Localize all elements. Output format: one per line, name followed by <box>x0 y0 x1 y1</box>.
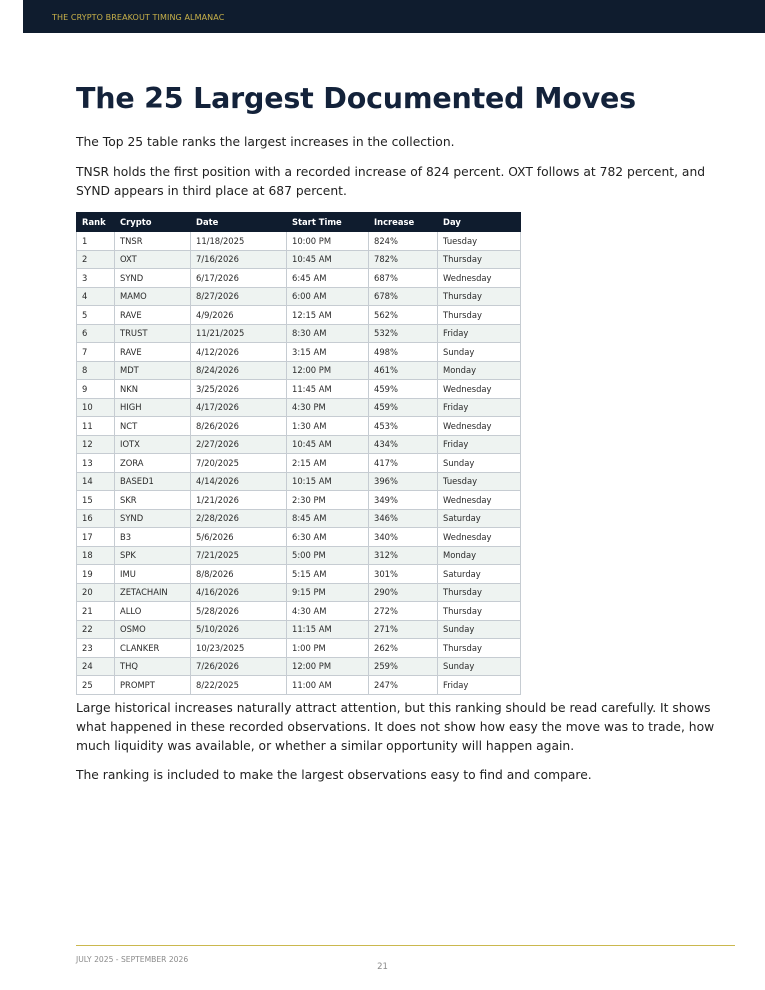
cell-increase: 824% <box>369 232 438 251</box>
intro-paragraph: The Top 25 table ranks the largest increases in the collection. <box>76 135 455 149</box>
footer-divider <box>76 945 735 946</box>
cell-start-time: 5:00 PM <box>287 546 369 565</box>
cell-date: 8/26/2026 <box>191 417 287 436</box>
cell-day: Thursday <box>438 583 521 602</box>
cell-crypto: ZETACHAIN <box>115 583 191 602</box>
cell-rank: 18 <box>77 546 115 565</box>
cell-crypto: TRUST <box>115 324 191 343</box>
cell-date: 8/27/2026 <box>191 287 287 306</box>
cell-day: Friday <box>438 324 521 343</box>
cell-start-time: 6:00 AM <box>287 287 369 306</box>
cell-crypto: RAVE <box>115 306 191 325</box>
cell-start-time: 10:00 PM <box>287 232 369 251</box>
cell-start-time: 1:00 PM <box>287 639 369 658</box>
cell-start-time: 5:15 AM <box>287 565 369 584</box>
cell-crypto: CLANKER <box>115 639 191 658</box>
table-row <box>77 472 521 491</box>
page-title: The 25 Largest Documented Moves <box>76 82 636 115</box>
cell-increase: 498% <box>369 343 438 362</box>
cell-increase: 349% <box>369 491 438 510</box>
cell-increase: 782% <box>369 250 438 269</box>
cell-start-time: 3:15 AM <box>287 343 369 362</box>
table-row <box>77 435 521 454</box>
cell-crypto: NKN <box>115 380 191 399</box>
cell-start-time: 4:30 AM <box>287 602 369 621</box>
cell-crypto: OSMO <box>115 620 191 639</box>
cell-date: 11/18/2025 <box>191 232 287 251</box>
cell-start-time: 12:00 PM <box>287 361 369 380</box>
cell-rank: 22 <box>77 620 115 639</box>
table-row <box>77 620 521 639</box>
cell-crypto: SYND <box>115 509 191 528</box>
cell-crypto: SPK <box>115 546 191 565</box>
cell-start-time: 10:45 AM <box>287 250 369 269</box>
cell-rank: 15 <box>77 491 115 510</box>
page-number: 21 <box>377 962 388 972</box>
cell-rank: 5 <box>77 306 115 325</box>
cell-crypto: BASED1 <box>115 472 191 491</box>
cell-day: Tuesday <box>438 232 521 251</box>
cell-date: 7/20/2025 <box>191 454 287 473</box>
cell-date: 8/22/2025 <box>191 676 287 695</box>
cell-crypto: RAVE <box>115 343 191 362</box>
cell-date: 2/28/2026 <box>191 509 287 528</box>
cell-increase: 461% <box>369 361 438 380</box>
cell-start-time: 6:45 AM <box>287 269 369 288</box>
cell-date: 6/17/2026 <box>191 269 287 288</box>
cell-day: Wednesday <box>438 528 521 547</box>
cell-rank: 6 <box>77 324 115 343</box>
cell-start-time: 12:15 AM <box>287 306 369 325</box>
cell-start-time: 10:45 AM <box>287 435 369 454</box>
cell-start-time: 8:30 AM <box>287 324 369 343</box>
cell-day: Wednesday <box>438 417 521 436</box>
table-row <box>77 398 521 417</box>
cell-increase: 678% <box>369 287 438 306</box>
column-header-start-time: Start Time <box>287 213 369 232</box>
cell-increase: 312% <box>369 546 438 565</box>
summary-paragraph: TNSR holds the first position with a recorded increase of 824 percent. OXT follows at 782 percent, and SYND appears in third place at 687 percent. <box>76 165 706 198</box>
cell-date: 4/12/2026 <box>191 343 287 362</box>
cell-date: 4/16/2026 <box>191 583 287 602</box>
cell-day: Sunday <box>438 657 521 676</box>
cell-increase: 562% <box>369 306 438 325</box>
cell-increase: 262% <box>369 639 438 658</box>
cell-crypto: THQ <box>115 657 191 676</box>
cell-rank: 11 <box>77 417 115 436</box>
running-header: THE CRYPTO BREAKOUT TIMING ALMANAC <box>52 13 225 22</box>
table-row <box>77 306 521 325</box>
cell-rank: 19 <box>77 565 115 584</box>
cell-date: 5/10/2026 <box>191 620 287 639</box>
cell-crypto: SYND <box>115 269 191 288</box>
cell-crypto: MDT <box>115 361 191 380</box>
cell-date: 8/8/2026 <box>191 565 287 584</box>
cell-start-time: 2:15 AM <box>287 454 369 473</box>
top-25-table <box>76 212 521 695</box>
table-row <box>77 565 521 584</box>
cell-increase: 290% <box>369 583 438 602</box>
cell-increase: 272% <box>369 602 438 621</box>
cell-crypto: ALLO <box>115 602 191 621</box>
cell-increase: 434% <box>369 435 438 454</box>
cell-day: Sunday <box>438 454 521 473</box>
cell-start-time: 4:30 PM <box>287 398 369 417</box>
cell-day: Thursday <box>438 306 521 325</box>
cell-start-time: 6:30 AM <box>287 528 369 547</box>
cell-rank: 9 <box>77 380 115 399</box>
cell-increase: 259% <box>369 657 438 676</box>
cell-date: 1/21/2026 <box>191 491 287 510</box>
cell-date: 7/16/2026 <box>191 250 287 269</box>
cell-rank: 8 <box>77 361 115 380</box>
cell-start-time: 11:00 AM <box>287 676 369 695</box>
cell-rank: 7 <box>77 343 115 362</box>
cell-start-time: 11:45 AM <box>287 380 369 399</box>
table-row <box>77 676 521 695</box>
column-header-rank: Rank <box>77 213 115 232</box>
table-row <box>77 639 521 658</box>
cell-date: 3/25/2026 <box>191 380 287 399</box>
cell-increase: 532% <box>369 324 438 343</box>
cell-increase: 247% <box>369 676 438 695</box>
table-row <box>77 583 521 602</box>
cell-increase: 271% <box>369 620 438 639</box>
cell-day: Tuesday <box>438 472 521 491</box>
cell-rank: 17 <box>77 528 115 547</box>
table-row <box>77 491 521 510</box>
cell-start-time: 1:30 AM <box>287 417 369 436</box>
cell-rank: 1 <box>77 232 115 251</box>
table-row <box>77 657 521 676</box>
column-header-day: Day <box>438 213 521 232</box>
cell-rank: 10 <box>77 398 115 417</box>
cell-date: 8/24/2026 <box>191 361 287 380</box>
cell-rank: 12 <box>77 435 115 454</box>
cell-rank: 16 <box>77 509 115 528</box>
column-header-date: Date <box>191 213 287 232</box>
table-row <box>77 602 521 621</box>
cell-day: Friday <box>438 435 521 454</box>
cell-day: Wednesday <box>438 380 521 399</box>
table-row <box>77 250 521 269</box>
table-row <box>77 287 521 306</box>
cell-day: Thursday <box>438 602 521 621</box>
cell-day: Thursday <box>438 287 521 306</box>
cell-rank: 4 <box>77 287 115 306</box>
table-row <box>77 269 521 288</box>
cell-start-time: 8:45 AM <box>287 509 369 528</box>
cell-rank: 25 <box>77 676 115 695</box>
cell-rank: 20 <box>77 583 115 602</box>
cell-increase: 687% <box>369 269 438 288</box>
cell-start-time: 11:15 AM <box>287 620 369 639</box>
cell-crypto: MAMO <box>115 287 191 306</box>
cell-date: 5/6/2026 <box>191 528 287 547</box>
cell-rank: 24 <box>77 657 115 676</box>
cell-date: 4/14/2026 <box>191 472 287 491</box>
cell-rank: 23 <box>77 639 115 658</box>
cell-start-time: 2:30 PM <box>287 491 369 510</box>
cell-rank: 21 <box>77 602 115 621</box>
cell-day: Friday <box>438 398 521 417</box>
cell-rank: 14 <box>77 472 115 491</box>
table-row <box>77 343 521 362</box>
table-row <box>77 361 521 380</box>
cell-date: 10/23/2025 <box>191 639 287 658</box>
cell-rank: 13 <box>77 454 115 473</box>
cell-crypto: OXT <box>115 250 191 269</box>
cell-start-time: 12:00 PM <box>287 657 369 676</box>
cell-day: Sunday <box>438 343 521 362</box>
cell-crypto: PROMPT <box>115 676 191 695</box>
cell-increase: 459% <box>369 398 438 417</box>
table-row <box>77 417 521 436</box>
cell-date: 4/17/2026 <box>191 398 287 417</box>
cell-day: Monday <box>438 361 521 380</box>
column-header-crypto: Crypto <box>115 213 191 232</box>
cell-day: Saturday <box>438 509 521 528</box>
cell-crypto: IMU <box>115 565 191 584</box>
cell-crypto: NCT <box>115 417 191 436</box>
caution-paragraph: Large historical increases naturally attract attention, but this ranking should be read carefully. It shows what happened in these recorded observations. It does not show how easy the move was to trade, how much liquidity was available, or whether a similar opportunity will happen again. <box>76 701 715 753</box>
cell-crypto: ZORA <box>115 454 191 473</box>
cell-crypto: HIGH <box>115 398 191 417</box>
closing-paragraph: The ranking is included to make the largest observations easy to find and compare. <box>76 768 592 782</box>
cell-increase: 453% <box>369 417 438 436</box>
cell-crypto: IOTX <box>115 435 191 454</box>
cell-day: Monday <box>438 546 521 565</box>
cell-crypto: TNSR <box>115 232 191 251</box>
cell-day: Wednesday <box>438 269 521 288</box>
cell-increase: 459% <box>369 380 438 399</box>
cell-date: 5/28/2026 <box>191 602 287 621</box>
table-header-row <box>77 213 521 232</box>
cell-increase: 340% <box>369 528 438 547</box>
cell-crypto: SKR <box>115 491 191 510</box>
table-row <box>77 454 521 473</box>
cell-increase: 346% <box>369 509 438 528</box>
cell-crypto: B3 <box>115 528 191 547</box>
cell-day: Friday <box>438 676 521 695</box>
cell-increase: 301% <box>369 565 438 584</box>
cell-date: 7/21/2025 <box>191 546 287 565</box>
cell-increase: 417% <box>369 454 438 473</box>
cell-rank: 2 <box>77 250 115 269</box>
cell-day: Sunday <box>438 620 521 639</box>
table-row <box>77 380 521 399</box>
table-row <box>77 528 521 547</box>
table-row <box>77 232 521 251</box>
table-body <box>77 232 521 695</box>
cell-date: 4/9/2026 <box>191 306 287 325</box>
column-header-increase: Increase <box>369 213 438 232</box>
cell-day: Thursday <box>438 639 521 658</box>
cell-date: 2/27/2026 <box>191 435 287 454</box>
cell-day: Thursday <box>438 250 521 269</box>
cell-day: Wednesday <box>438 491 521 510</box>
table-row <box>77 324 521 343</box>
cell-date: 7/26/2026 <box>191 657 287 676</box>
cell-rank: 3 <box>77 269 115 288</box>
cell-increase: 396% <box>369 472 438 491</box>
cell-start-time: 9:15 PM <box>287 583 369 602</box>
cell-day: Saturday <box>438 565 521 584</box>
cell-start-time: 10:15 AM <box>287 472 369 491</box>
cell-date: 11/21/2025 <box>191 324 287 343</box>
footer-date-range: JULY 2025 - SEPTEMBER 2026 <box>76 955 189 964</box>
table-row <box>77 509 521 528</box>
table-row <box>77 546 521 565</box>
